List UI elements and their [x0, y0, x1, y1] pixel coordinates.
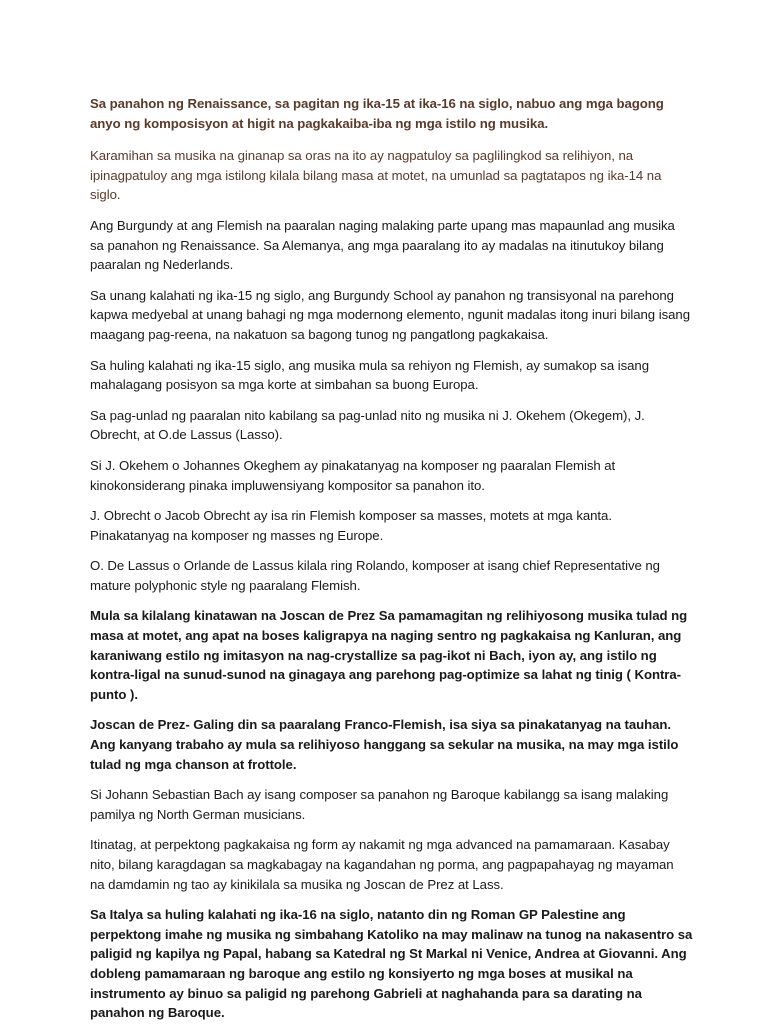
- paragraph-school-development: Sa pag-unlad ng paaralan nito kabilang sa pag-unlad nito ng musika ni J. Okehem (Okegem), J. Obrecht, at O.de Lassus (Lasso).: [90, 407, 645, 443]
- paragraph-intro-renaissance: Sa panahon ng Renaissance, sa pagitan ng ika-15 at ika-16 na siglo, nabuo ang mga bagong anyo ng komposisyon at higit na pagkakaiba-iba ng mga istilo ng musika.: [90, 96, 664, 131]
- paragraph-joscan-representative: Mula sa kilalang kinatawan na Joscan de Prez Sa pamamagitan ng relihiyosong musika tulad ng masa at motet, ang apat na boses kaligrapya na naging sentro ng pagkakaisa ng Kanluran, ang karaniwang estilo ng imitasyon na nag-crystallize sa pag-ikot ni Bach, iyon ay, ang istilo ng kontra-ligal na sunud-sunod na ginagaya ang parehong pag-optimize sa lahat ng tinig ( Kontra-punto ).: [90, 608, 688, 702]
- paragraph-bach: Si Johann Sebastian Bach ay isang composer sa panahon ng Baroque kabilangg sa isang malaking pamilya ng North German musicians.: [90, 787, 669, 822]
- paragraph-joscan-de-prez: Joscan de Prez- Galing din sa paaralang Franco-Flemish, isa siya sa pinakatanyag na tauhan. Ang kanyang trabaho ay mula sa relihiyoso hanggang sa sekular na musika, na may mga istilo tulad ng mga chanson at frottole.: [90, 717, 679, 772]
- paragraph-okeghem: Si J. Okehem o Johannes Okeghem ay pinakatanyag na komposer ng paaralan Flemish at kinokonsiderang pinaka impluwensiyang kompositor sa panahon ito.: [90, 457, 616, 493]
- paragraph-burgundy-school: Sa unang kalahati ng ika-15 ng siglo, ang Burgundy School ay panahon ng transisyonal na parehong kapwa medyebal at unang bahagi ng mga modernong elemento, ngunit madalas itong inuri bilang isang maagang pag-reena, na nakatuon sa bagong tunog ng pangatlong pagkakaisa.: [90, 287, 690, 342]
- paragraph-religious-music: Karamihan sa musika na ginanap sa oras na ito ay nagpatuloy sa paglilingkod sa relihiyon, na ipinagpatuloy ang mga istilong kilala bilang masa at motet, na umunlad sa pagtatapos ng ika-14 na siglo.: [90, 148, 662, 203]
- document-page: [90, 94, 693, 1034]
- paragraph-burgundy-flemish: Ang Burgundy at ang Flemish na paaralan naging malaking parte upang mas mapaunlad ang musika sa panahon ng Renaissance. Sa Alemanya, ang mga paaralang ito ay madalas na itinutukoy bilang paaralan ng Nederlands.: [90, 217, 675, 273]
- paragraph-lassus: O. De Lassus o Orlande de Lassus kilala ring Rolando, komposer at isang chief Representative ng mature polyphonic style ng paaralang Flemish.: [90, 558, 660, 593]
- paragraph-perfect-harmony: Itinatag, at perpektong pagkakaisa ng form ay nakamit ng mga advanced na pamamaraan. Kasabay nito, bilang karagdagan sa magkabagay na kagandahan ng porma, ang pagpapahayag ng mayaman na damdamin ng tao ay kinikilala sa musika ng Joscan de Prez at Lass.: [90, 837, 674, 892]
- paragraph-italy-palestrina: Sa Italya sa huling kalahati ng ika-16 na siglo, natanto din ng Roman GP Palestine ang perpektong imahe ng musika ng simbahang Katoliko na may malinaw na tunog na nakasentro sa paligid ng kapilya ng Papal, habang sa Katedral ng St Markal ni Venice, Andrea at Giovanni. Ang dobleng pamamaraan ng baroque ang estilo ng konsiyerto ng mga boses at musikal na instrumento ay binuo sa paligid ng parehong Gabrieli at naghahanda para sa darating na panahon ng Baroque.: [90, 907, 693, 1021]
- paragraph-obrecht: J. Obrecht o Jacob Obrecht ay isa rin Flemish komposer sa masses, motets at mga kanta. Pinakatanyag na komposer ng masses ng Europe.: [90, 508, 612, 543]
- paragraph-flemish-region: Sa huling kalahati ng ika-15 siglo, ang musika mula sa rehiyon ng Flemish, ay sumakop sa isang mahalagang posisyon sa mga korte at simbahan sa buong Europa.: [90, 357, 650, 393]
